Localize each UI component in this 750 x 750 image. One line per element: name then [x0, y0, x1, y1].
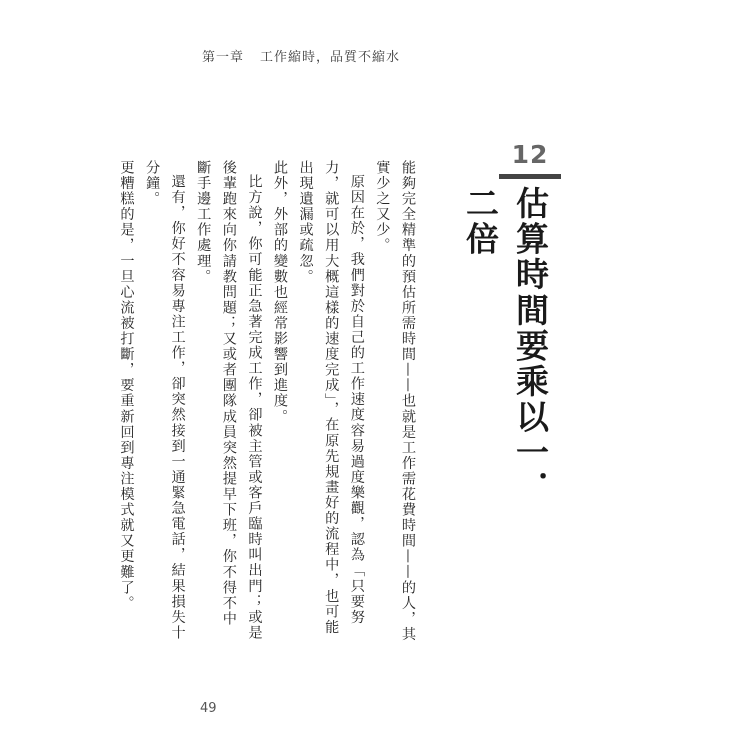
paragraph: 原因在於，我們對於自己的工作速度容易過度樂觀，認為「只要努力，就可以用大概這樣的速度完成」，在原先規畫好的流程中，也可能出現遺漏或疏忽。 [297, 160, 365, 635]
paragraph: 此外，外部的變數也經常影響到進度。 [272, 160, 289, 425]
running-header-title: 工作縮時，品質不縮水 [260, 50, 401, 65]
paragraph: 比方說，你可能正急著完成工作，卻被主管或客戶臨時叫出門；或是後輩跑來向你請教問題；又或者團隊成員突然提早下班，你不得不中斷手邊工作處理。 [195, 160, 263, 641]
paragraph: 還有，你好不容易專注工作，卻突然接到一通緊急電話，結果損失十分鐘。 [144, 160, 186, 641]
paragraph: 能夠完全精準的預估所需時間——也就是工作需花費時間——的人，其實少之又少。 [374, 160, 416, 642]
title-rule-divider [499, 174, 561, 179]
body-text [118, 160, 420, 642]
paragraph: 更糟糕的是，一旦心流被打斷，要重新回到專注模式就又更難了。 [118, 160, 135, 611]
section-number: 12 [511, 140, 549, 169]
section-title: 估算時間要乘以一．二倍 [461, 186, 550, 507]
running-header-chapter: 第一章 [202, 50, 245, 65]
running-header [202, 46, 400, 65]
page-number: 49 [200, 701, 217, 716]
